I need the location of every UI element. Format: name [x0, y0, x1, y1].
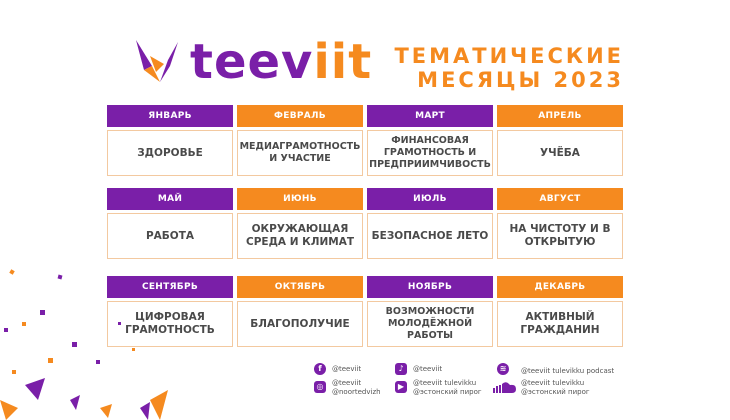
- month-theme: БЛАГОПОЛУЧИЕ: [237, 301, 363, 347]
- month-card: [497, 188, 623, 259]
- instagram-icon: ◎: [314, 381, 326, 393]
- month-card: [107, 188, 233, 259]
- month-label: ОКТЯБРЬ: [237, 276, 363, 298]
- month-label: ФЕВРАЛЬ: [237, 105, 363, 127]
- month-theme: НА ЧИСТОТУ И В ОТКРЫТУЮ: [497, 213, 623, 259]
- month-theme: МЕДИАГРАМОТНОСТЬ И УЧАСТИЕ: [237, 130, 363, 176]
- month-theme: ЗДОРОВЬЕ: [107, 130, 233, 176]
- month-card: [367, 276, 493, 347]
- page-title: [394, 44, 624, 92]
- title-line-1: ТЕМАТИЧЕСКИЕ: [394, 44, 624, 68]
- month-label: АВГУСТ: [497, 188, 623, 210]
- confetti-decoration: [0, 250, 200, 420]
- facebook-icon: f: [314, 363, 326, 375]
- soundcloud-handle-2: @эстонский пирог: [521, 388, 590, 396]
- instagram-handle-2: @noortedvizh: [332, 388, 381, 396]
- month-theme: АКТИВНЫЙ ГРАЖДАНИН: [497, 301, 623, 347]
- spotify-handle: @teeviit tulevikku podcast: [521, 367, 615, 375]
- month-card: [107, 105, 233, 176]
- spotify-icon: ≋: [497, 363, 509, 375]
- youtube-icon: ▶: [395, 381, 407, 393]
- month-theme: ЦИФРОВАЯ ГРАМОТНОСТЬ: [107, 301, 233, 347]
- month-card: [367, 105, 493, 176]
- month-card: [237, 105, 363, 176]
- tiktok-icon: ♪: [395, 363, 407, 375]
- soundcloud-icon: [492, 380, 518, 394]
- facebook-handle: @teeviit: [332, 365, 362, 373]
- month-label: ИЮНЬ: [237, 188, 363, 210]
- soundcloud-handle-1: @teeviit tulevikku: [521, 379, 585, 387]
- month-label: ИЮЛЬ: [367, 188, 493, 210]
- month-theme: ВОЗМОЖНОСТИ МОЛОДЁЖНОЙ РАБОТЫ: [367, 301, 493, 347]
- month-theme: УЧЁБА: [497, 130, 623, 176]
- month-label: МАЙ: [107, 188, 233, 210]
- month-theme: РАБОТА: [107, 213, 233, 259]
- month-card: [497, 276, 623, 347]
- month-label: ДЕКАБРЬ: [497, 276, 623, 298]
- month-theme: ФИНАНСОВАЯ ГРАМОТНОСТЬ И ПРЕДПРИИМЧИВОСТЬ: [367, 130, 493, 176]
- month-card: [237, 276, 363, 347]
- month-label: АПРЕЛЬ: [497, 105, 623, 127]
- instagram-handle-1: @teeviit: [332, 379, 362, 387]
- tiktok-handle: @teeviit: [413, 365, 443, 373]
- teeviit-logo-icon: [134, 36, 186, 86]
- youtube-handle-2: @эстонский пирог: [413, 388, 482, 396]
- month-card: [237, 188, 363, 259]
- month-theme: ОКРУЖАЮЩАЯ СРЕДА И КЛИМАТ: [237, 213, 363, 259]
- month-label: СЕНТЯБРЬ: [107, 276, 233, 298]
- month-card: [497, 105, 623, 176]
- month-theme: БЕЗОПАСНОЕ ЛЕТО: [367, 213, 493, 259]
- brand-logo-text: teeviit: [190, 34, 373, 90]
- youtube-handle-1: @teeviit tulevikku: [413, 379, 477, 387]
- month-label: ЯНВАРЬ: [107, 105, 233, 127]
- month-label: НОЯБРЬ: [367, 276, 493, 298]
- month-card: [367, 188, 493, 259]
- month-label: МАРТ: [367, 105, 493, 127]
- title-line-2: МЕСЯЦЫ 2023: [417, 68, 624, 92]
